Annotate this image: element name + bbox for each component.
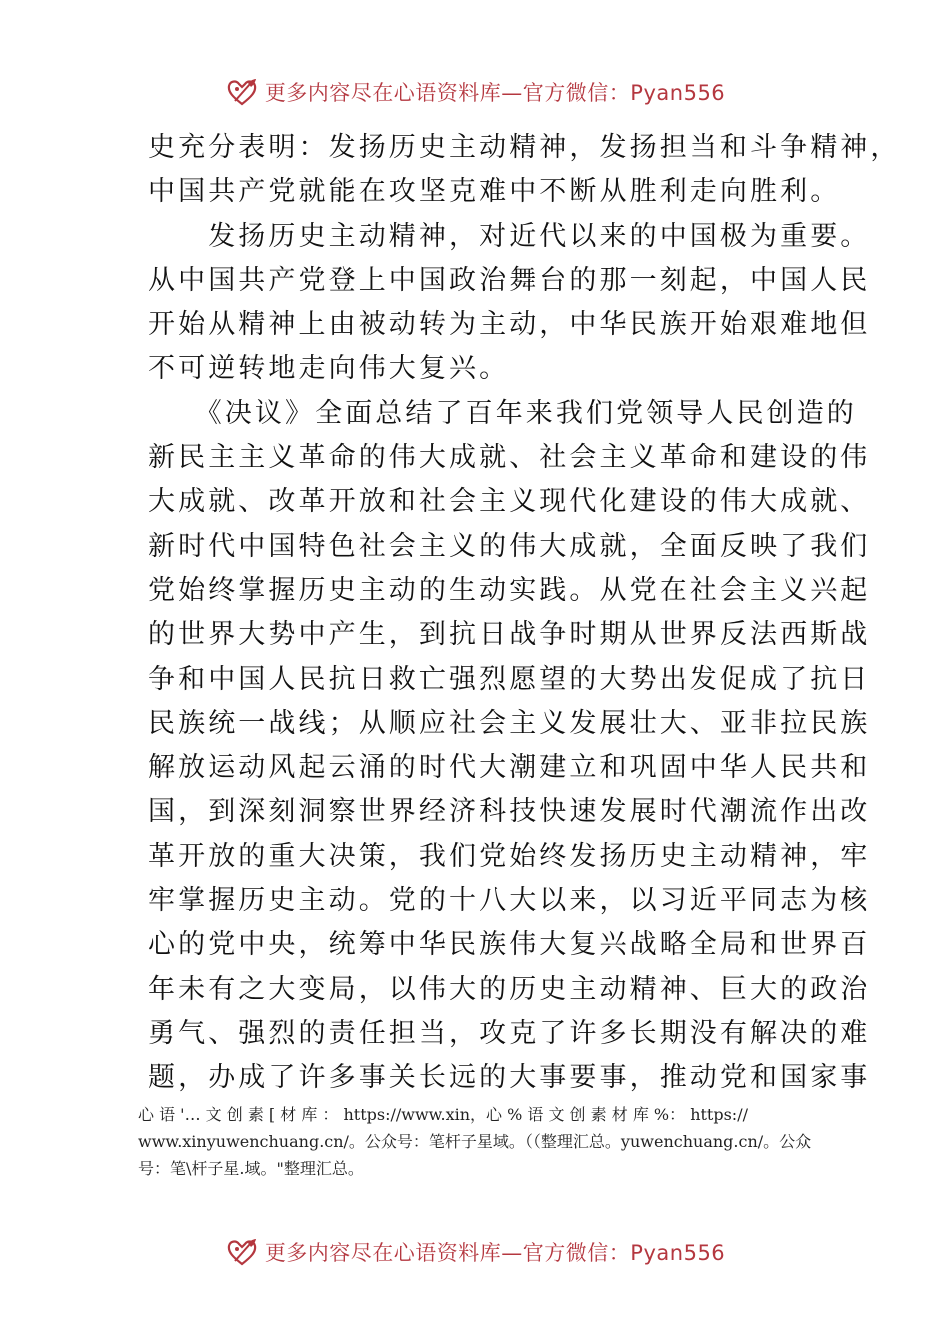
banner-text: 更多内容尽在心语资料库—官方微信：Pyan556 (264, 1241, 726, 1265)
body-line: 牢掌握历史主动。党的十八大以来，以习近平同志为核 (148, 885, 871, 917)
heart-quill-logo-icon (225, 1235, 259, 1269)
body-line: 史充分表明：发扬历史主动精神，发扬担当和斗争精神， (148, 132, 901, 163)
body-line: 新时代中国特色社会主义的伟大成就，全面反映了我们 (148, 530, 871, 562)
body-line: 不可逆转地走向伟大复兴。 (148, 353, 510, 385)
body-line: 党始终掌握历史主动的生动实践。从党在社会主义兴起 (148, 574, 871, 606)
heart-quill-logo-icon (225, 75, 259, 109)
body-line: 题，办成了许多事关长远的大事要事，推动党和国家事 (148, 1062, 871, 1094)
body-line: 勇气、强烈的责任担当，攻克了许多长期没有解决的难 (148, 1017, 871, 1049)
body-line: 年未有之大变局，以伟大的历史主动精神、巨大的政治 (148, 973, 871, 1005)
document-body (148, 126, 901, 1101)
source-note (138, 1101, 843, 1182)
source-note-line: www.xinyuwenchuang.cn/。公众号：笔杆子星域。（（整理汇总。yuwenchuang.cn/。公众 (138, 1132, 812, 1151)
body-line: 解放运动风起云涌的时代大潮建立和巩固中华人民共和 (148, 752, 871, 784)
body-line: 争和中国人民抗日救亡强烈愿望的大势出发促成了抗日 (148, 663, 871, 695)
header-banner (0, 72, 950, 112)
body-line: 发扬历史主动精神，对近代以来的中国极为重要。 (148, 220, 871, 252)
body-line: 心的党中央，统筹中华民族伟大复兴战略全局和世界百 (148, 929, 871, 961)
body-line: 大成就、改革开放和社会主义现代化建设的伟大成就、 (148, 486, 871, 518)
body-line: 国，到深刻洞察世界经济科技快速发展时代潮流作出改 (148, 796, 871, 828)
body-line: 中国共产党就能在攻坚克难中不断从胜利走向胜利。 (148, 176, 841, 208)
body-line: 从中国共产党登上中国政治舞台的那一刻起，中国人民 (148, 264, 871, 296)
body-line: 革开放的重大决策，我们党始终发扬历史主动精神，牢 (148, 840, 871, 872)
footer-banner (0, 1232, 950, 1272)
body-line: 民族统一战线；从顺应社会主义发展壮大、亚非拉民族 (148, 707, 871, 739)
source-note-line: 心 语 '… 文 创 素 [ 材 库 ： https://www.xin，心 % 语 文 创 素 材 库 %： https:// (138, 1105, 748, 1124)
body-line: 的世界大势中产生，到抗日战争时期从世界反法西斯战 (148, 619, 871, 651)
banner-text: 更多内容尽在心语资料库—官方微信：Pyan556 (264, 81, 726, 105)
source-note-line: 号：笔\杆子星.域。"整理汇总。 (138, 1159, 364, 1178)
body-line: 新民主主义革命的伟大成就、社会主义革命和建设的伟 (148, 442, 871, 474)
body-line: 《决议》全面总结了百年来我们党领导人民创造的 (148, 397, 857, 429)
body-line: 开始从精神上由被动转为主动，中华民族开始艰难地但 (148, 309, 871, 341)
